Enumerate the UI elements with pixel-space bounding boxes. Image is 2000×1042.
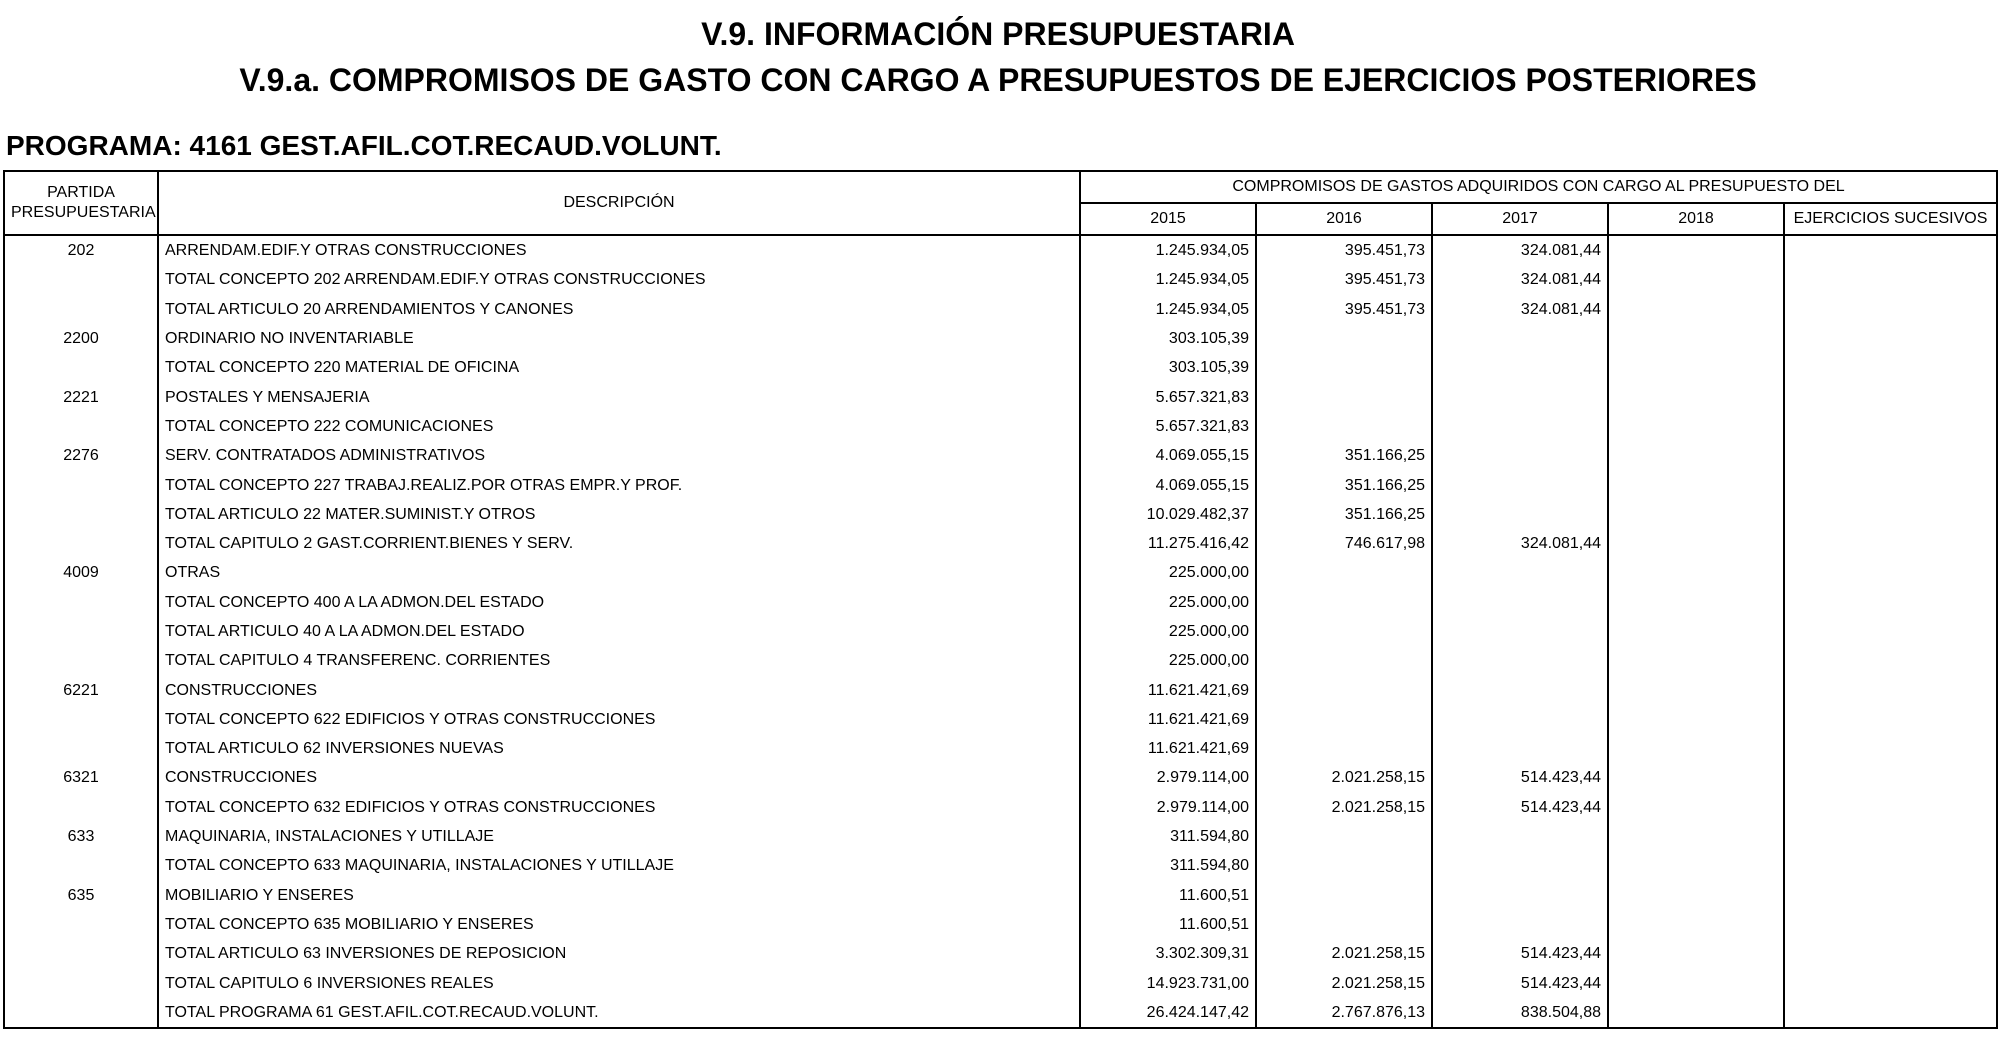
cell-2018 [1608, 881, 1784, 910]
cell-ejercicios-sucesivos [1784, 705, 1997, 734]
cell-2015: 5.657.321,83 [1080, 412, 1256, 441]
cell-2017 [1432, 675, 1608, 704]
cell-2016 [1256, 851, 1432, 880]
cell-2018 [1608, 734, 1784, 763]
cell-2016 [1256, 324, 1432, 353]
cell-2015: 1.245.934,05 [1080, 265, 1256, 294]
cell-ejercicios-sucesivos [1784, 793, 1997, 822]
cell-2015: 26.424.147,42 [1080, 998, 1256, 1028]
cell-2015: 311.594,80 [1080, 851, 1256, 880]
cell-descripcion: CONSTRUCCIONES [158, 763, 1080, 792]
cell-2016 [1256, 617, 1432, 646]
table-row [4, 500, 1997, 529]
table-row [4, 295, 1997, 324]
cell-descripcion: TOTAL CONCEPTO 227 TRABAJ.REALIZ.POR OTRAS EMPR.Y PROF. [158, 470, 1080, 499]
cell-2016 [1256, 675, 1432, 704]
cell-2017: 514.423,44 [1432, 793, 1608, 822]
cell-2015: 225.000,00 [1080, 646, 1256, 675]
cell-descripcion: TOTAL CAPITULO 4 TRANSFERENC. CORRIENTES [158, 646, 1080, 675]
cell-2017 [1432, 734, 1608, 763]
header-descripcion: DESCRIPCIÓN [158, 171, 1080, 235]
cell-partida: 6221 [4, 675, 158, 704]
cell-2015: 2.979.114,00 [1080, 763, 1256, 792]
cell-2016: 351.166,25 [1256, 470, 1432, 499]
cell-ejercicios-sucesivos [1784, 500, 1997, 529]
table-row [4, 763, 1997, 792]
cell-2018 [1608, 675, 1784, 704]
cell-descripcion: TOTAL CONCEPTO 633 MAQUINARIA, INSTALACIONES Y UTILLAJE [158, 851, 1080, 880]
cell-2015: 303.105,39 [1080, 353, 1256, 382]
cell-partida [4, 705, 158, 734]
cell-2015: 3.302.309,31 [1080, 939, 1256, 968]
page-title: V.9. INFORMACIÓN PRESUPUESTARIA [701, 16, 1295, 52]
header-year: 2017 [1432, 203, 1608, 235]
table-body [4, 235, 1997, 1028]
cell-2016 [1256, 558, 1432, 587]
cell-ejercicios-sucesivos [1784, 734, 1997, 763]
cell-partida [4, 470, 158, 499]
cell-descripcion: POSTALES Y MENSAJERIA [158, 382, 1080, 411]
cell-2015: 10.029.482,37 [1080, 500, 1256, 529]
cell-2017 [1432, 705, 1608, 734]
cell-2015: 14.923.731,00 [1080, 968, 1256, 997]
cell-partida [4, 910, 158, 939]
cell-2018 [1608, 295, 1784, 324]
cell-ejercicios-sucesivos [1784, 353, 1997, 382]
table-row [4, 822, 1997, 851]
table-row [4, 998, 1997, 1028]
cell-descripcion: TOTAL CAPITULO 6 INVERSIONES REALES [158, 968, 1080, 997]
table-row [4, 470, 1997, 499]
cell-descripcion: TOTAL CONCEPTO 400 A LA ADMON.DEL ESTADO [158, 588, 1080, 617]
cell-ejercicios-sucesivos [1784, 412, 1997, 441]
table-row [4, 851, 1997, 880]
cell-descripcion: ORDINARIO NO INVENTARIABLE [158, 324, 1080, 353]
cell-2015: 11.621.421,69 [1080, 734, 1256, 763]
cell-partida: 633 [4, 822, 158, 851]
cell-2018 [1608, 939, 1784, 968]
cell-descripcion: TOTAL PROGRAMA 61 GEST.AFIL.COT.RECAUD.VOLUNT. [158, 998, 1080, 1028]
cell-2018 [1608, 529, 1784, 558]
cell-descripcion: TOTAL ARTICULO 22 MATER.SUMINIST.Y OTROS [158, 500, 1080, 529]
header-compromisos-group: COMPROMISOS DE GASTOS ADQUIRIDOS CON CARGO AL PRESUPUESTO DEL [1080, 171, 1997, 203]
table-row [4, 617, 1997, 646]
table-row [4, 646, 1997, 675]
cell-descripcion: TOTAL CONCEPTO 202 ARRENDAM.EDIF.Y OTRAS CONSTRUCCIONES [158, 265, 1080, 294]
cell-descripcion: TOTAL ARTICULO 40 A LA ADMON.DEL ESTADO [158, 617, 1080, 646]
cell-ejercicios-sucesivos [1784, 529, 1997, 558]
table-row [4, 265, 1997, 294]
cell-2018 [1608, 412, 1784, 441]
cell-2015: 303.105,39 [1080, 324, 1256, 353]
cell-ejercicios-sucesivos [1784, 822, 1997, 851]
table-row [4, 588, 1997, 617]
cell-ejercicios-sucesivos [1784, 939, 1997, 968]
cell-partida [4, 588, 158, 617]
cell-2017 [1432, 412, 1608, 441]
cell-2018 [1608, 910, 1784, 939]
cell-2018 [1608, 441, 1784, 470]
cell-ejercicios-sucesivos [1784, 968, 1997, 997]
cell-descripcion: TOTAL CONCEPTO 622 EDIFICIOS Y OTRAS CONSTRUCCIONES [158, 705, 1080, 734]
cell-2017: 324.081,44 [1432, 529, 1608, 558]
table-row [4, 353, 1997, 382]
cell-2018 [1608, 470, 1784, 499]
cell-2015: 1.245.934,05 [1080, 235, 1256, 265]
cell-2017: 324.081,44 [1432, 235, 1608, 265]
cell-descripcion: TOTAL CONCEPTO 220 MATERIAL DE OFICINA [158, 353, 1080, 382]
cell-2017 [1432, 382, 1608, 411]
cell-2016: 2.021.258,15 [1256, 763, 1432, 792]
header-ejercicios-sucesivos: EJERCICIOS SUCESIVOS [1784, 203, 1997, 235]
cell-partida: 4009 [4, 558, 158, 587]
cell-2018 [1608, 763, 1784, 792]
cell-2016: 2.021.258,15 [1256, 939, 1432, 968]
table-row [4, 675, 1997, 704]
page-subtitle: V.9.a. COMPROMISOS DE GASTO CON CARGO A PRESUPUESTOS DE EJERCICIOS POSTERIORES [239, 62, 1757, 98]
cell-descripcion: TOTAL ARTICULO 62 INVERSIONES NUEVAS [158, 734, 1080, 763]
cell-ejercicios-sucesivos [1784, 558, 1997, 587]
cell-2018 [1608, 705, 1784, 734]
cell-2016: 351.166,25 [1256, 500, 1432, 529]
cell-2017 [1432, 558, 1608, 587]
cell-ejercicios-sucesivos [1784, 910, 1997, 939]
cell-2016: 395.451,73 [1256, 235, 1432, 265]
table-row [4, 910, 1997, 939]
cell-2015: 11.600,51 [1080, 910, 1256, 939]
cell-partida [4, 968, 158, 997]
cell-2018 [1608, 998, 1784, 1028]
cell-partida [4, 412, 158, 441]
cell-2017 [1432, 646, 1608, 675]
cell-ejercicios-sucesivos [1784, 470, 1997, 499]
cell-descripcion: TOTAL CONCEPTO 635 MOBILIARIO Y ENSERES [158, 910, 1080, 939]
cell-2017 [1432, 910, 1608, 939]
cell-2015: 4.069.055,15 [1080, 470, 1256, 499]
cell-2018 [1608, 588, 1784, 617]
cell-2017 [1432, 588, 1608, 617]
cell-ejercicios-sucesivos [1784, 441, 1997, 470]
table-row [4, 324, 1997, 353]
cell-ejercicios-sucesivos [1784, 265, 1997, 294]
cell-2016: 2.021.258,15 [1256, 793, 1432, 822]
cell-2017 [1432, 470, 1608, 499]
cell-partida: 202 [4, 235, 158, 265]
cell-2017 [1432, 617, 1608, 646]
header-year: 2018 [1608, 203, 1784, 235]
cell-2018 [1608, 500, 1784, 529]
cell-descripcion: TOTAL ARTICULO 20 ARRENDAMIENTOS Y CANONES [158, 295, 1080, 324]
cell-2018 [1608, 646, 1784, 675]
cell-ejercicios-sucesivos [1784, 675, 1997, 704]
cell-2017 [1432, 822, 1608, 851]
cell-2015: 311.594,80 [1080, 822, 1256, 851]
cell-partida [4, 939, 158, 968]
cell-2018 [1608, 265, 1784, 294]
cell-2017: 514.423,44 [1432, 763, 1608, 792]
cell-2017: 838.504,88 [1432, 998, 1608, 1028]
cell-2018 [1608, 968, 1784, 997]
cell-partida: 2221 [4, 382, 158, 411]
cell-ejercicios-sucesivos [1784, 235, 1997, 265]
cell-descripcion: TOTAL CONCEPTO 222 COMUNICACIONES [158, 412, 1080, 441]
cell-partida [4, 529, 158, 558]
cell-2016 [1256, 588, 1432, 617]
cell-partida [4, 998, 158, 1028]
cell-partida [4, 265, 158, 294]
cell-partida: 6321 [4, 763, 158, 792]
cell-ejercicios-sucesivos [1784, 763, 1997, 792]
cell-2015: 11.600,51 [1080, 881, 1256, 910]
cell-2015: 11.275.416,42 [1080, 529, 1256, 558]
table-row [4, 529, 1997, 558]
cell-2015: 1.245.934,05 [1080, 295, 1256, 324]
cell-2018 [1608, 617, 1784, 646]
header-year: 2016 [1256, 203, 1432, 235]
header-year: 2015 [1080, 203, 1256, 235]
cell-partida [4, 617, 158, 646]
budget-table [3, 170, 1998, 1029]
cell-2017 [1432, 881, 1608, 910]
cell-ejercicios-sucesivos [1784, 851, 1997, 880]
cell-partida [4, 646, 158, 675]
cell-2015: 4.069.055,15 [1080, 441, 1256, 470]
cell-2015: 11.621.421,69 [1080, 675, 1256, 704]
cell-2016: 2.021.258,15 [1256, 968, 1432, 997]
cell-2017 [1432, 500, 1608, 529]
table-row [4, 412, 1997, 441]
cell-2018 [1608, 353, 1784, 382]
cell-2016 [1256, 881, 1432, 910]
cell-2016 [1256, 822, 1432, 851]
cell-2015: 5.657.321,83 [1080, 382, 1256, 411]
cell-descripcion: SERV. CONTRATADOS ADMINISTRATIVOS [158, 441, 1080, 470]
cell-ejercicios-sucesivos [1784, 588, 1997, 617]
cell-2016 [1256, 734, 1432, 763]
cell-2018 [1608, 558, 1784, 587]
table-row [4, 881, 1997, 910]
cell-2016: 2.767.876,13 [1256, 998, 1432, 1028]
cell-2017: 514.423,44 [1432, 939, 1608, 968]
cell-descripcion: MAQUINARIA, INSTALACIONES Y UTILLAJE [158, 822, 1080, 851]
cell-2018 [1608, 851, 1784, 880]
cell-partida [4, 851, 158, 880]
cell-2016 [1256, 646, 1432, 675]
cell-2018 [1608, 822, 1784, 851]
cell-2016: 351.166,25 [1256, 441, 1432, 470]
table-row [4, 705, 1997, 734]
cell-partida: 2276 [4, 441, 158, 470]
table-row [4, 441, 1997, 470]
cell-2017: 324.081,44 [1432, 295, 1608, 324]
cell-2017 [1432, 851, 1608, 880]
cell-ejercicios-sucesivos [1784, 881, 1997, 910]
cell-partida: 635 [4, 881, 158, 910]
cell-2018 [1608, 382, 1784, 411]
table-row [4, 968, 1997, 997]
cell-partida [4, 353, 158, 382]
cell-partida [4, 793, 158, 822]
cell-2015: 11.621.421,69 [1080, 705, 1256, 734]
table-row [4, 793, 1997, 822]
cell-2015: 225.000,00 [1080, 558, 1256, 587]
cell-2016: 395.451,73 [1256, 295, 1432, 324]
cell-descripcion: CONSTRUCCIONES [158, 675, 1080, 704]
cell-2016: 746.617,98 [1256, 529, 1432, 558]
cell-2018 [1608, 793, 1784, 822]
cell-2015: 2.979.114,00 [1080, 793, 1256, 822]
cell-2018 [1608, 235, 1784, 265]
cell-partida [4, 500, 158, 529]
cell-ejercicios-sucesivos [1784, 617, 1997, 646]
cell-ejercicios-sucesivos [1784, 382, 1997, 411]
cell-2017 [1432, 441, 1608, 470]
programa-heading: PROGRAMA: 4161 GEST.AFIL.COT.RECAUD.VOLUNT. [6, 130, 722, 161]
cell-ejercicios-sucesivos [1784, 998, 1997, 1028]
cell-2016: 395.451,73 [1256, 265, 1432, 294]
header-partida: PARTIDA PRESUPUESTARIA [4, 171, 158, 235]
cell-2016 [1256, 910, 1432, 939]
cell-descripcion: TOTAL ARTICULO 63 INVERSIONES DE REPOSICION [158, 939, 1080, 968]
cell-descripcion: MOBILIARIO Y ENSERES [158, 881, 1080, 910]
cell-2016 [1256, 382, 1432, 411]
table-row [4, 382, 1997, 411]
cell-partida [4, 295, 158, 324]
cell-ejercicios-sucesivos [1784, 295, 1997, 324]
cell-2016 [1256, 705, 1432, 734]
cell-2017 [1432, 353, 1608, 382]
cell-2015: 225.000,00 [1080, 588, 1256, 617]
cell-ejercicios-sucesivos [1784, 324, 1997, 353]
cell-2017: 514.423,44 [1432, 968, 1608, 997]
table-row [4, 939, 1997, 968]
cell-2017 [1432, 324, 1608, 353]
table-row [4, 558, 1997, 587]
cell-descripcion: OTRAS [158, 558, 1080, 587]
cell-2016 [1256, 412, 1432, 441]
cell-partida: 2200 [4, 324, 158, 353]
cell-2017: 324.081,44 [1432, 265, 1608, 294]
cell-ejercicios-sucesivos [1784, 646, 1997, 675]
table-row [4, 235, 1997, 265]
cell-descripcion: TOTAL CONCEPTO 632 EDIFICIOS Y OTRAS CONSTRUCCIONES [158, 793, 1080, 822]
cell-2018 [1608, 324, 1784, 353]
cell-descripcion: TOTAL CAPITULO 2 GAST.CORRIENT.BIENES Y SERV. [158, 529, 1080, 558]
cell-2015: 225.000,00 [1080, 617, 1256, 646]
table-row [4, 734, 1997, 763]
cell-partida [4, 734, 158, 763]
cell-descripcion: ARRENDAM.EDIF.Y OTRAS CONSTRUCCIONES [158, 235, 1080, 265]
cell-2016 [1256, 353, 1432, 382]
